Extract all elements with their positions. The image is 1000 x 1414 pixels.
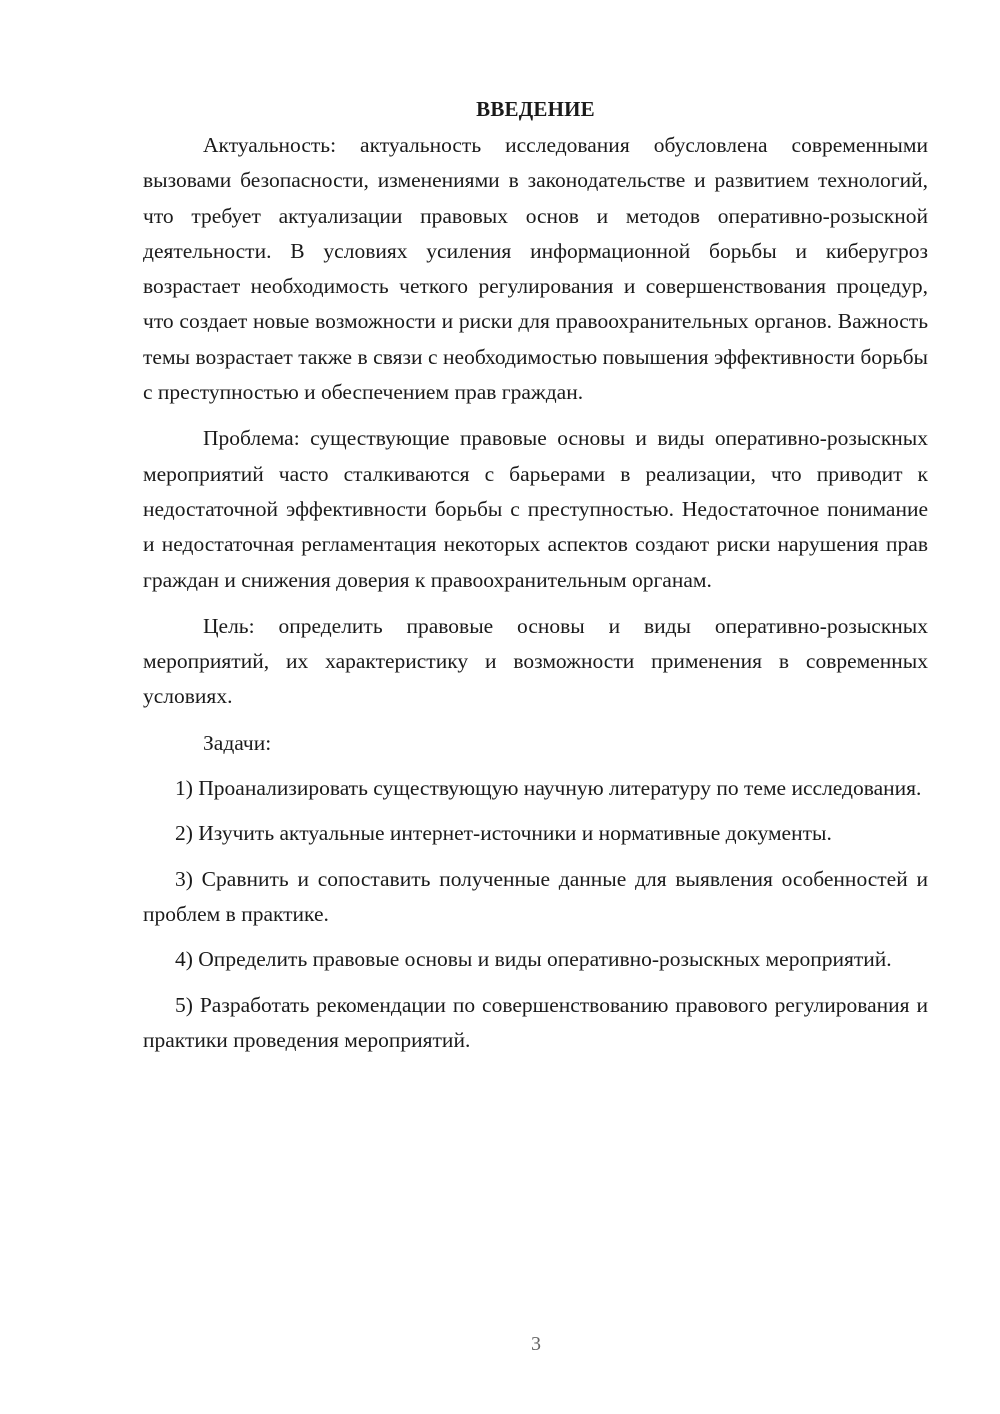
section-heading: ВВЕДЕНИЕ — [476, 97, 595, 121]
paragraph-problem: Проблема: существующие правовые основы и виды оперативно-розыскных мероприятий часто сталкиваются с барьерами в реализации, что приводит к недостаточной эффективности борьбы с преступностью. Недостаточное понимание и недостаточная регламентация некоторых аспектов создают риски нарушения прав граждан и снижения доверия к правоохранительным органам. — [143, 426, 928, 592]
document-page — [143, 92, 928, 1068]
task-item: 1) Проанализировать существующую научную литературу по теме исследования. — [175, 776, 922, 801]
task-item: 4) Определить правовые основы и виды оперативно-розыскных мероприятий. — [175, 947, 892, 972]
task-item: 2) Изучить актуальные интернет-источники и нормативные документы. — [175, 821, 832, 846]
task-item: 3) Сравнить и сопоставить полученные данные для выявления особенностей и проблем в практике. — [143, 866, 928, 926]
page-number: 3 — [531, 1333, 541, 1355]
paragraph-goal: Цель: определить правовые основы и виды оперативно-розыскных мероприятий, их характеристику и возможности применения в современных условиях. — [143, 613, 928, 709]
paragraph-relevance: Актуальность: актуальность исследования обусловлена современными вызовами безопасности, изменениями в законодательстве и развитием технологий, что требует актуализации правовых основ и методов оперативно-розыскной деятельности. В условиях усиления информационной борьбы и киберугроз возрастает необходимость четкого регулирования и совершенствования процедур, что создает новые возможности и риски для правоохранительных органов. Важность темы возрастает также в связи с необходимостью повышения эффективности борьбы с преступностью и обеспечением прав граждан. — [143, 133, 928, 405]
task-item: 5) Разработать рекомендации по совершенствованию правового регулирования и практики проведения мероприятий. — [143, 992, 928, 1052]
tasks-label: Задачи: — [203, 730, 272, 755]
